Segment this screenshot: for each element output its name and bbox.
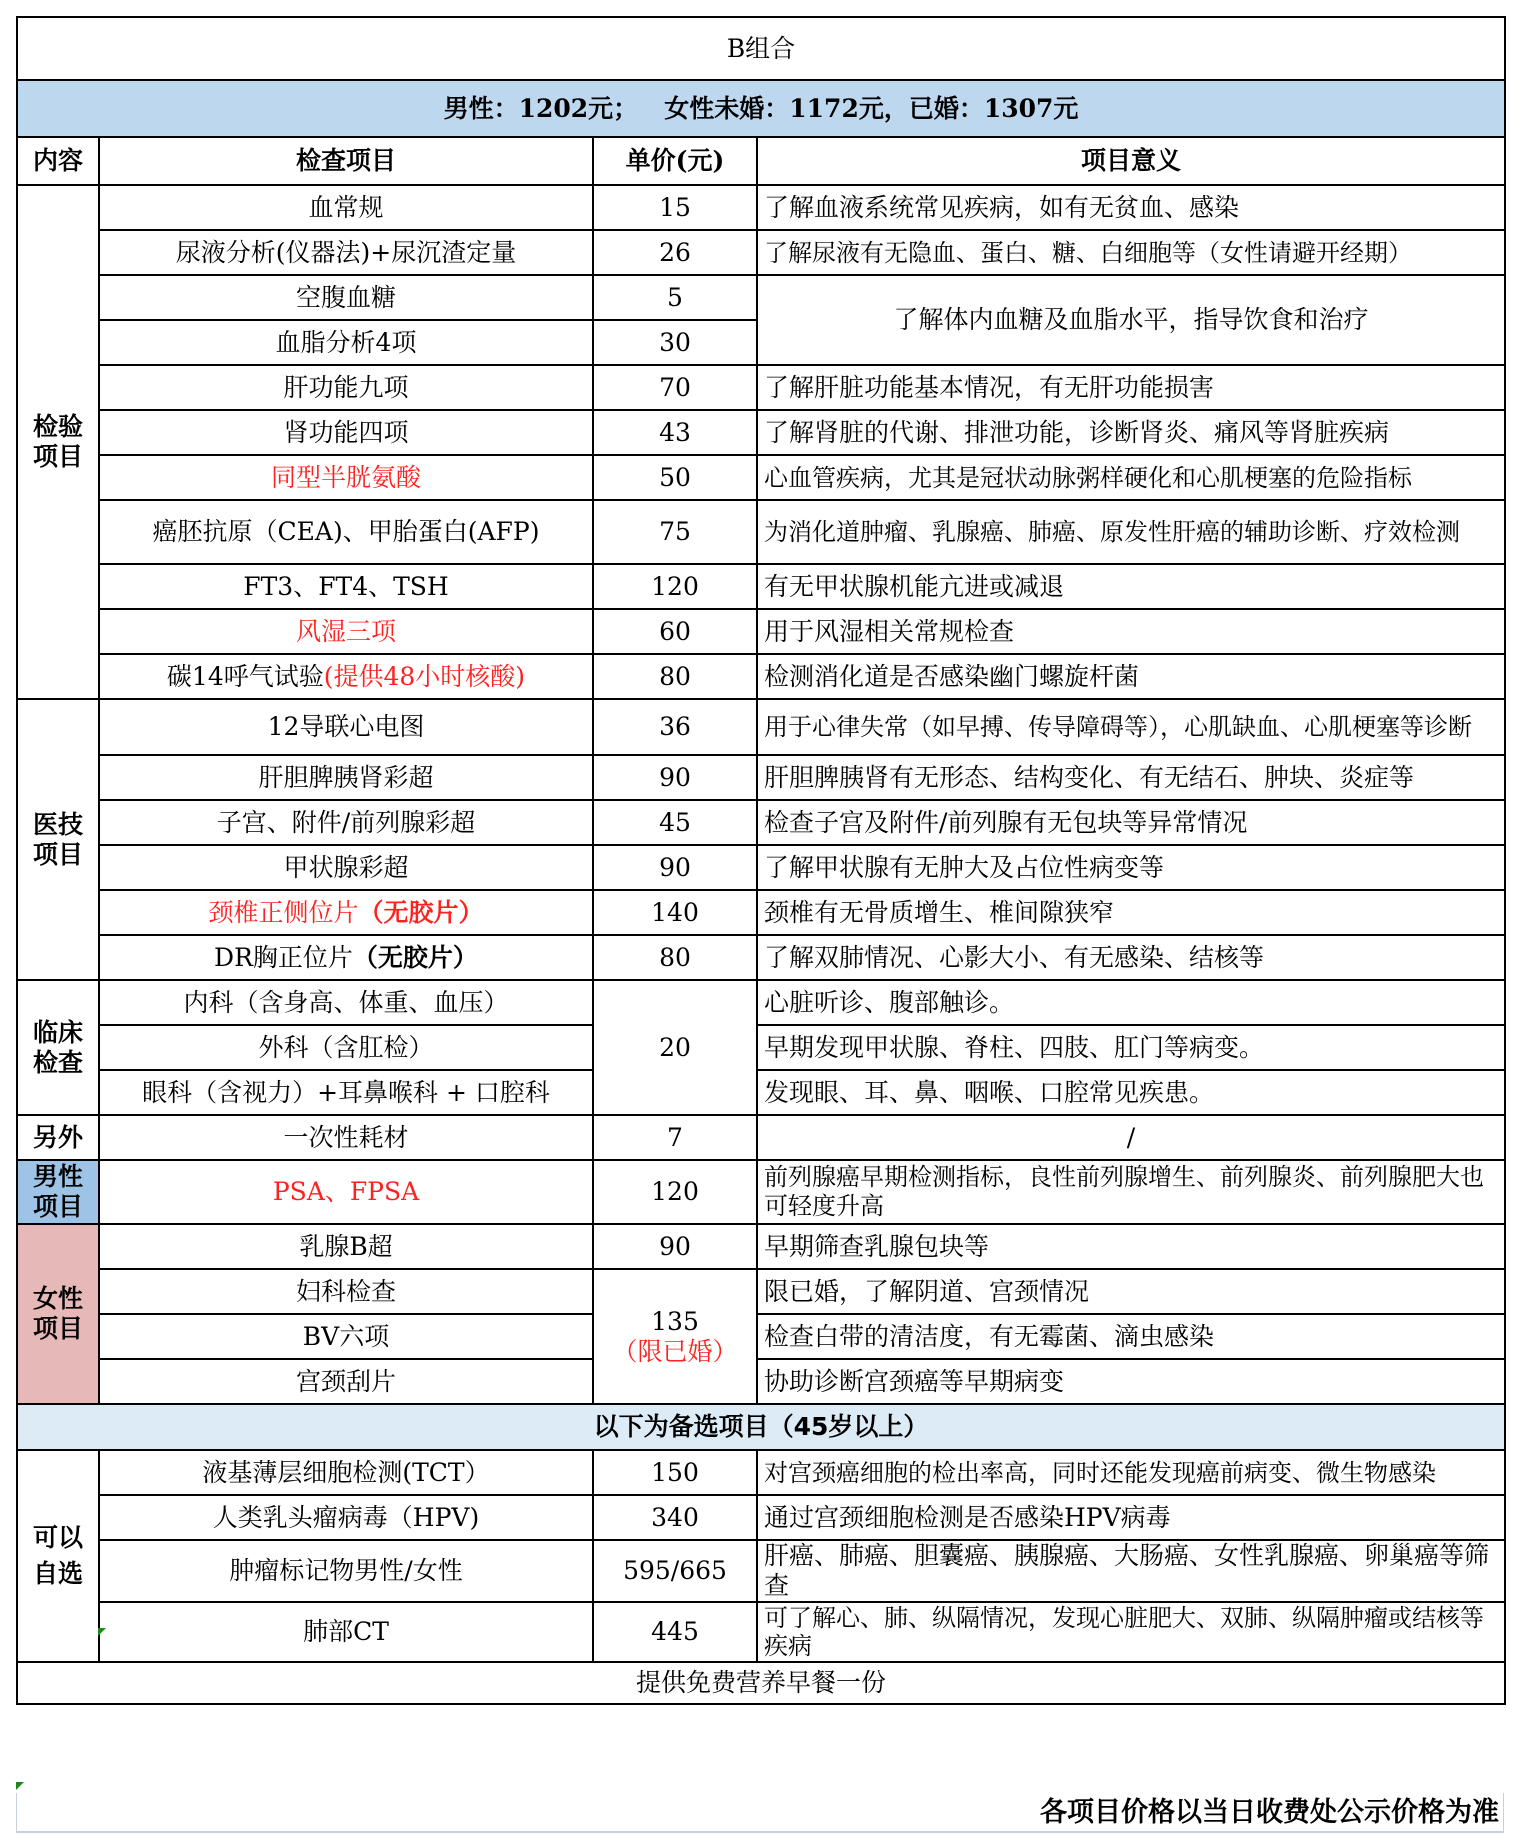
item-price: 43 — [593, 410, 757, 455]
table-row — [17, 609, 1505, 654]
group-price — [593, 1269, 757, 1404]
item-price: 7 — [593, 1115, 757, 1160]
item-meaning: 早期筛查乳腺包块等 — [757, 1224, 1505, 1269]
item-price: 26 — [593, 230, 757, 275]
item-price: 340 — [593, 1495, 757, 1540]
table-row — [17, 1025, 1505, 1070]
table-row — [17, 455, 1505, 500]
item-price: 140 — [593, 890, 757, 935]
item-meaning: / — [757, 1115, 1505, 1160]
item-name: 妇科检查 — [99, 1269, 593, 1314]
item-name — [99, 935, 593, 980]
category-optional: 可以自选 — [17, 1450, 99, 1662]
item-name-highlighted: 风湿三项 — [99, 609, 593, 654]
item-name: 癌胚抗原（CEA)、甲胎蛋白(AFP) — [99, 500, 593, 564]
header-category: 内容 — [17, 137, 99, 185]
comment-indicator-icon — [98, 1628, 106, 1636]
item-meaning: 早期发现甲状腺、脊柱、四肢、肛门等病变。 — [757, 1025, 1505, 1070]
item-name: 肝功能九项 — [99, 365, 593, 410]
header-price: 单价(元) — [593, 137, 757, 185]
item-name: 肺部CT — [99, 1602, 593, 1662]
item-price: 5 — [593, 275, 757, 320]
item-price: 90 — [593, 845, 757, 890]
item-name: 宫颈刮片 — [99, 1359, 593, 1404]
item-price: 90 — [593, 1224, 757, 1269]
item-name: 12导联心电图 — [99, 699, 593, 755]
item-meaning: 对宫颈癌细胞的检出率高，同时还能发现癌前病变、微生物感染 — [757, 1450, 1505, 1495]
item-price: 445 — [593, 1602, 757, 1662]
item-name: 肿瘤标记物男性/女性 — [99, 1540, 593, 1602]
table-row — [17, 500, 1505, 564]
price-summary: 男性：1202元； 女性未婚：1172元，已婚：1307元 — [17, 80, 1505, 137]
item-name-text: 碳14呼气试验 — [166, 661, 324, 691]
item-meaning: 了解体内血糖及血脂水平，指导饮食和治疗 — [757, 275, 1505, 365]
table-row — [17, 1540, 1505, 1602]
item-meaning: 用于风湿相关常规检查 — [757, 609, 1505, 654]
group-price-value: 135 — [651, 1306, 699, 1336]
item-price: 75 — [593, 500, 757, 564]
title-row — [17, 17, 1505, 80]
table-row — [17, 980, 1505, 1025]
item-name: 肾功能四项 — [99, 410, 593, 455]
table-row — [17, 230, 1505, 275]
item-meaning: 可了解心、肺、纵隔情况，发现心脏肥大、双肺、纵隔肿瘤或结核等疾病 — [757, 1602, 1505, 1662]
item-meaning: 有无甲状腺机能亢进或减退 — [757, 564, 1505, 609]
category-lab: 检验项目 — [17, 185, 99, 699]
breakfast-note: 提供免费营养早餐一份 — [17, 1662, 1505, 1704]
package-table — [16, 16, 1506, 1705]
table-row — [17, 845, 1505, 890]
item-price: 45 — [593, 800, 757, 845]
item-meaning: 肝胆脾胰肾有无形态、结构变化、有无结石、肿块、炎症等 — [757, 755, 1505, 800]
item-meaning: 了解甲状腺有无肿大及占位性病变等 — [757, 845, 1505, 890]
item-name — [99, 654, 593, 699]
item-price: 90 — [593, 755, 757, 800]
table-row — [17, 935, 1505, 980]
item-name-text: 颈椎正侧位片 — [208, 897, 359, 927]
table-row — [17, 1269, 1505, 1314]
item-meaning: 通过宫颈细胞检测是否感染HPV病毒 — [757, 1495, 1505, 1540]
item-note: (提供48小时核酸) — [323, 661, 526, 691]
item-note: （无胶片） — [358, 897, 484, 927]
item-meaning: 心血管疾病，尤其是冠状动脉粥样硬化和心肌梗塞的危险指标 — [757, 455, 1505, 500]
item-price: 120 — [593, 1160, 757, 1224]
item-meaning: 肝癌、肺癌、胆囊癌、胰腺癌、大肠癌、女性乳腺癌、卵巢癌等筛查 — [757, 1540, 1505, 1602]
table-row — [17, 564, 1505, 609]
category-female: 女性项目 — [17, 1224, 99, 1404]
item-meaning: 检查子宫及附件/前列腺有无包块等异常情况 — [757, 800, 1505, 845]
item-name: 人类乳头瘤病毒（HPV) — [99, 1495, 593, 1540]
table-row — [17, 890, 1505, 935]
table-row — [17, 1495, 1505, 1540]
item-name: 内科（含身高、体重、血压） — [99, 980, 593, 1025]
table-row — [17, 185, 1505, 230]
category-male: 男性项目 — [17, 1160, 99, 1224]
table-row — [17, 755, 1505, 800]
table-row — [17, 365, 1505, 410]
package-title: B组合 — [17, 17, 1505, 80]
item-name: BV六项 — [99, 1314, 593, 1359]
item-meaning: 检测消化道是否感染幽门螺旋杆菌 — [757, 654, 1505, 699]
table-row — [17, 1450, 1505, 1495]
table-row — [17, 699, 1505, 755]
item-name: 肝胆脾胰肾彩超 — [99, 755, 593, 800]
item-price: 595/665 — [593, 1540, 757, 1602]
table-row — [17, 1602, 1505, 1662]
item-meaning: 限已婚，了解阴道、宫颈情况 — [757, 1269, 1505, 1314]
item-price: 50 — [593, 455, 757, 500]
table-row — [17, 1224, 1505, 1269]
table-row — [17, 654, 1505, 699]
summary-row — [17, 80, 1505, 137]
item-meaning: 协助诊断宫颈癌等早期病变 — [757, 1359, 1505, 1404]
category-clinical: 临床检查 — [17, 980, 99, 1115]
item-meaning: 用于心律失常（如早搏、传导障碍等），心肌缺血、心肌梗塞等诊断 — [757, 699, 1505, 755]
breakfast-row — [17, 1662, 1505, 1704]
optional-banner: 以下为备选项目（45岁以上） — [17, 1404, 1505, 1450]
table-row — [17, 1160, 1505, 1224]
item-meaning: 了解肾脏的代谢、排泄功能，诊断肾炎、痛风等肾脏疾病 — [757, 410, 1505, 455]
item-meaning: 检查白带的清洁度，有无霉菌、滴虫感染 — [757, 1314, 1505, 1359]
price-disclaimer: 各项目价格以当日收费处公示价格为准 — [16, 1793, 1504, 1833]
item-meaning: 发现眼、耳、鼻、咽喉、口腔常见疾患。 — [757, 1070, 1505, 1115]
item-name: 空腹血糖 — [99, 275, 593, 320]
item-name: 子宫、附件/前列腺彩超 — [99, 800, 593, 845]
group-price-note: （限已婚） — [612, 1336, 738, 1366]
item-price: 30 — [593, 320, 757, 365]
table-row — [17, 275, 1505, 320]
item-name: 眼科（含视力）+耳鼻喉科 + 口腔科 — [99, 1070, 593, 1115]
item-name-highlighted — [99, 890, 593, 935]
header-item: 检查项目 — [99, 137, 593, 185]
comment-indicator-icon — [16, 1782, 24, 1790]
item-price: 20 — [593, 980, 757, 1115]
item-price: 120 — [593, 564, 757, 609]
item-price: 36 — [593, 699, 757, 755]
package-sheet — [16, 16, 1504, 1705]
table-row — [17, 1115, 1505, 1160]
category-tech: 医技项目 — [17, 699, 99, 980]
table-row — [17, 1359, 1505, 1404]
item-name: 乳腺B超 — [99, 1224, 593, 1269]
table-row — [17, 1070, 1505, 1115]
item-meaning: 为消化道肿瘤、乳腺癌、肺癌、原发性肝癌的辅助诊断、疗效检测 — [757, 500, 1505, 564]
item-meaning: 颈椎有无骨质增生、椎间隙狭窄 — [757, 890, 1505, 935]
item-price: 80 — [593, 654, 757, 699]
item-name: 一次性耗材 — [99, 1115, 593, 1160]
item-name: 血脂分析4项 — [99, 320, 593, 365]
item-meaning: 了解双肺情况、心影大小、有无感染、结核等 — [757, 935, 1505, 980]
item-price: 150 — [593, 1450, 757, 1495]
item-meaning: 了解尿液有无隐血、蛋白、糖、白细胞等（女性请避开经期） — [757, 230, 1505, 275]
item-price: 80 — [593, 935, 757, 980]
header-row — [17, 137, 1505, 185]
item-name: FT3、FT4、TSH — [99, 564, 593, 609]
table-row — [17, 1314, 1505, 1359]
item-meaning: 心脏听诊、腹部触诊。 — [757, 980, 1505, 1025]
category-extra: 另外 — [17, 1115, 99, 1160]
item-meaning: 了解血液系统常见疾病，如有无贫血、感染 — [757, 185, 1505, 230]
item-name: 尿液分析(仪器法)+尿沉渣定量 — [99, 230, 593, 275]
item-meaning: 了解肝脏功能基本情况，有无肝功能损害 — [757, 365, 1505, 410]
item-name: 甲状腺彩超 — [99, 845, 593, 890]
item-name-highlighted: PSA、FPSA — [99, 1160, 593, 1224]
item-price: 15 — [593, 185, 757, 230]
header-meaning: 项目意义 — [757, 137, 1505, 185]
item-price: 60 — [593, 609, 757, 654]
item-note: （无胶片） — [352, 942, 478, 972]
item-price: 70 — [593, 365, 757, 410]
item-name-highlighted: 同型半胱氨酸 — [99, 455, 593, 500]
item-meaning: 前列腺癌早期检测指标，良性前列腺增生、前列腺炎、前列腺肥大也可轻度升高 — [757, 1160, 1505, 1224]
table-row — [17, 410, 1505, 455]
item-name: 液基薄层细胞检测(TCT） — [99, 1450, 593, 1495]
item-name: 血常规 — [99, 185, 593, 230]
item-name-text: DR胸正位片 — [214, 942, 353, 972]
optional-banner-row — [17, 1404, 1505, 1450]
item-name: 外科（含肛检） — [99, 1025, 593, 1070]
table-row — [17, 800, 1505, 845]
